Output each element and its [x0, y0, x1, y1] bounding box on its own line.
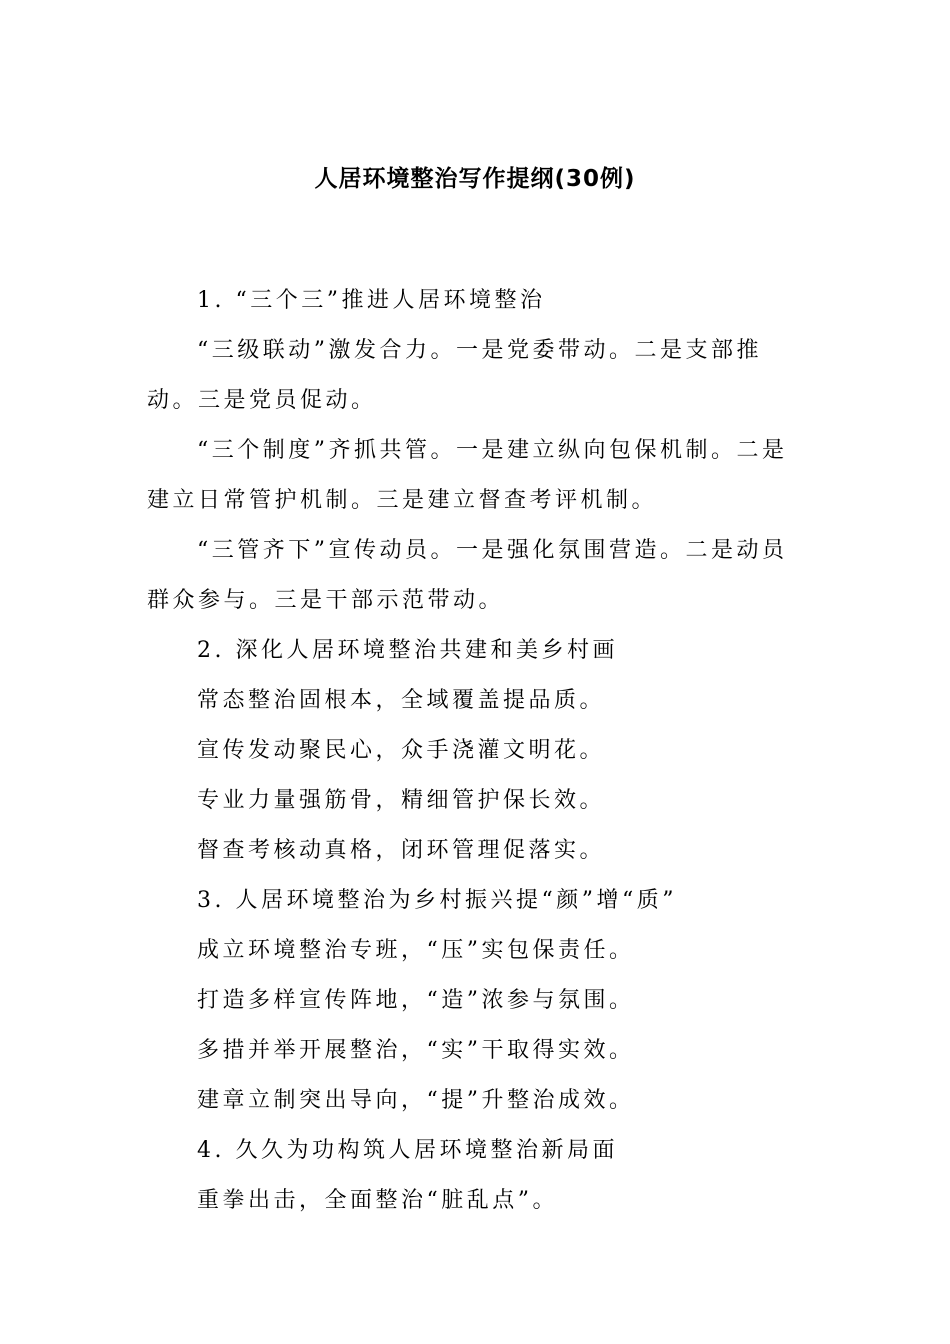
paragraph: 重拳出击，全面整治“脏乱点”。: [197, 1188, 558, 1213]
paragraph: 专业力量强筋骨，精细管护保长效。: [197, 788, 606, 813]
paragraph: “三管齐下”宣传动员。一是强化氛围营造。二是动员群众参与。三是干部示范带动。: [147, 538, 788, 613]
paragraph: “三级联动”激发合力。一是党委带动。二是支部推动。三是党员促动。: [147, 338, 762, 413]
paragraph: 成立环境整治专班，“压”实包保责任。: [197, 938, 635, 963]
paragraph: 督查考核动真格，闭环管理促落实。: [197, 838, 606, 863]
document-title: 人居环境整治写作提纲(30例): [314, 166, 636, 192]
section-heading-2: 2. 深化人居环境整治共建和美乡村画: [197, 638, 618, 663]
section-heading-4: 4. 久久为功构筑人居环境整治新局面: [197, 1138, 618, 1163]
paragraph: “三个制度”齐抓共管。一是建立纵向包保机制。二是建立日常管护机制。三是建立督查考评机制。: [147, 438, 788, 513]
section-heading-1: 1. “三个三”推进人居环境整治: [197, 288, 546, 313]
paragraph: 宣传发动聚民心，众手浇灌文明花。: [197, 738, 606, 763]
paragraph: 建章立制突出导向，“提”升整治成效。: [197, 1088, 635, 1113]
section-heading-3: 3. 人居环境整治为乡村振兴提“颜”增“质”: [197, 888, 677, 913]
paragraph: 打造多样宣传阵地，“造”浓参与氛围。: [197, 988, 635, 1013]
paragraph: 常态整治固根本，全域覆盖提品质。: [197, 688, 606, 713]
document-body: [147, 276, 807, 1226]
paragraph: 多措并举开展整治，“实”干取得实效。: [197, 1038, 635, 1063]
